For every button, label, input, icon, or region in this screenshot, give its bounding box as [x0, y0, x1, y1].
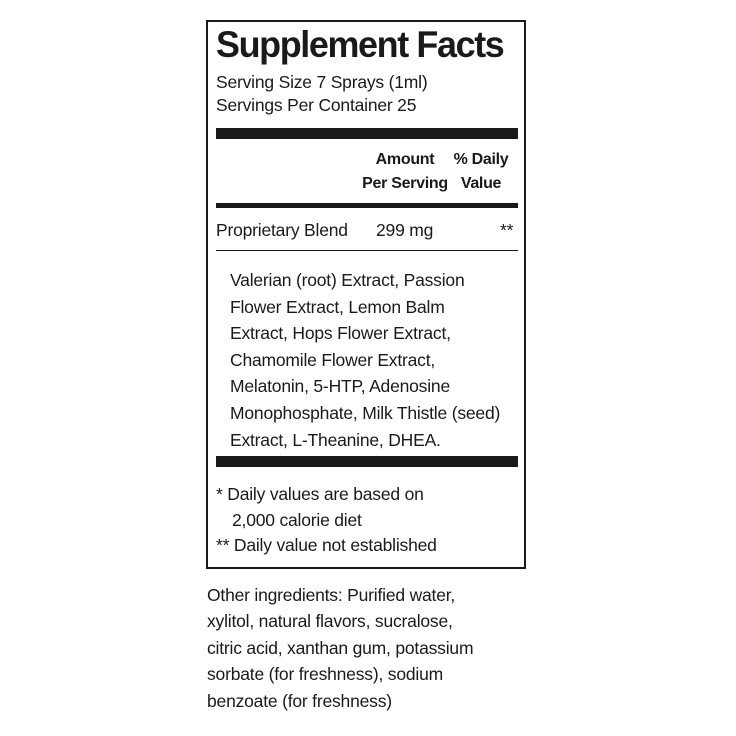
servings-per-container: Servings Per Container 25: [216, 95, 417, 115]
supplement-facts-panel: [206, 20, 526, 569]
thick-divider-top: [216, 128, 518, 139]
thin-divider: [216, 250, 518, 251]
other-ingredients-line: xylitol, natural flavors, sucralose,: [207, 611, 453, 632]
ingredient-line: Extract, L-Theanine, DHEA.: [230, 429, 441, 450]
medium-divider: [216, 203, 518, 208]
other-ingredients-line: citric acid, xanthan gum, potassium: [207, 637, 474, 658]
serving-size: Serving Size 7 Sprays (1ml): [216, 72, 428, 92]
amount-header-line2: Per Serving: [362, 175, 448, 192]
ingredient-line: Monophosphate, Milk Thistle (seed): [230, 402, 501, 423]
ingredient-line: Flower Extract, Lemon Balm: [230, 296, 445, 317]
daily-value-header: [444, 148, 518, 196]
ingredient-line: Melatonin, 5-HTP, Adenosine: [230, 376, 450, 397]
blend-daily-value: **: [500, 220, 514, 240]
daily-value-header-line2: Value: [460, 175, 502, 192]
panel-title: Supplement Facts: [216, 24, 504, 65]
other-ingredients-line: benzoate (for freshness): [207, 690, 392, 711]
other-ingredients: [207, 582, 473, 714]
blend-amount: 299 mg: [376, 220, 434, 240]
ingredient-line: Extract, Hops Flower Extract,: [230, 323, 451, 344]
footnote-not-established: ** Daily value not established: [216, 535, 437, 555]
footnote-calorie-diet: 2,000 calorie diet: [232, 510, 362, 530]
thick-divider-bottom: [216, 456, 518, 467]
other-ingredients-line: Other ingredients: Purified water,: [207, 585, 456, 605]
blend-ingredients: [230, 267, 500, 453]
footnote-daily-values: * Daily values are based on: [216, 484, 424, 504]
daily-value-header-line1: % Daily: [453, 151, 509, 168]
amount-header-line1: Amount: [375, 151, 435, 168]
other-ingredients-line: sorbate (for freshness), sodium: [207, 664, 443, 685]
ingredient-line: Chamomile Flower Extract,: [230, 349, 436, 370]
blend-name: Proprietary Blend: [216, 220, 348, 240]
ingredient-line: Valerian (root) Extract, Passion: [230, 270, 465, 290]
